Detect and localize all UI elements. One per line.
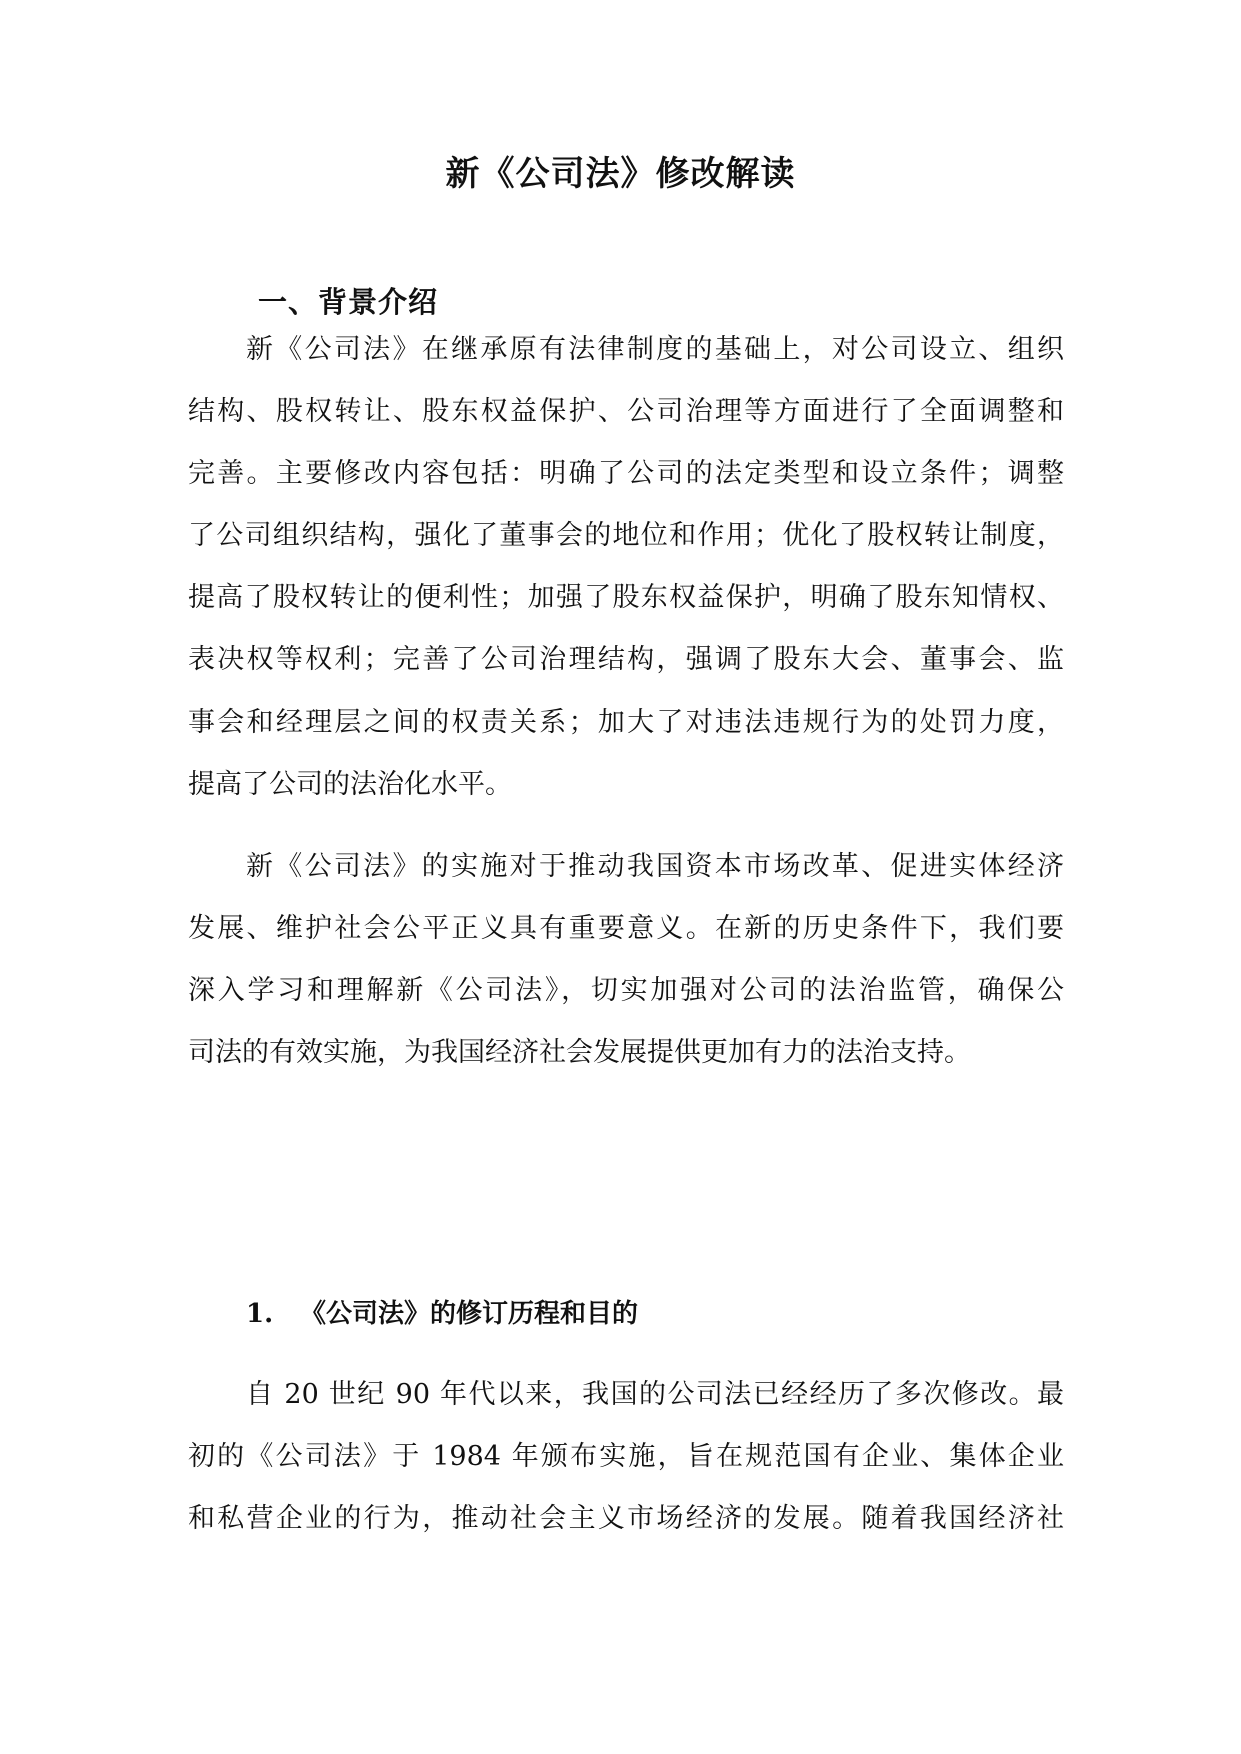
paragraph-line: 提高了公司的法治化水平。 [188,769,512,800]
paragraph-line: 了公司组织结构，强化了董事会的地位和作用；优化了股权转让制度， [188,520,1064,551]
subsection-number: 1. [246,1299,274,1329]
subsection-heading-revision-history [246,1294,638,1334]
paragraph-line: 完善。主要修改内容包括：明确了公司的法定类型和设立条件；调整 [188,458,1064,489]
paragraph-line: 深入学习和理解新《公司法》，切实加强对公司的法治监管，确保公 [188,975,1064,1006]
paragraph-line: 发展、维护社会公平正义具有重要意义。在新的历史条件下，我们要 [188,913,1064,944]
section-heading-background: 一、背景介绍 [258,285,439,319]
paragraph-line: 新《公司法》的实施对于推动我国资本市场改革、促进实体经济 [246,851,1064,882]
paragraph-line: 结构、股权转让、股东权益保护、公司治理等方面进行了全面调整和 [188,396,1064,427]
paragraph-line: 提高了股权转让的便利性；加强了股东权益保护，明确了股东知情权、 [188,582,1064,613]
paragraph-line: 自 20 世纪 90 年代以来，我国的公司法已经经历了多次修改。最 [246,1379,1064,1410]
paragraph-line: 新《公司法》在继承原有法律制度的基础上，对公司设立、组织 [246,334,1064,365]
paragraph-line: 事会和经理层之间的权责关系；加大了对违法违规行为的处罚力度， [188,707,1064,738]
paragraph-line: 表决权等权利；完善了公司治理结构，强调了股东大会、董事会、监 [188,644,1064,675]
paragraph-line: 和私营企业的行为，推动社会主义市场经济的发展。随着我国经济社 [188,1503,1064,1534]
paragraph-line: 司法的有效实施，为我国经济社会发展提供更加有力的法治支持。 [188,1037,971,1068]
document-title: 新《公司法》修改解读 [445,154,796,194]
subsection-title: 《公司法》的修订历程和目的 [300,1299,639,1329]
paragraph-line: 初的《公司法》于 1984 年颁布实施，旨在规范国有企业、集体企业 [188,1441,1064,1472]
